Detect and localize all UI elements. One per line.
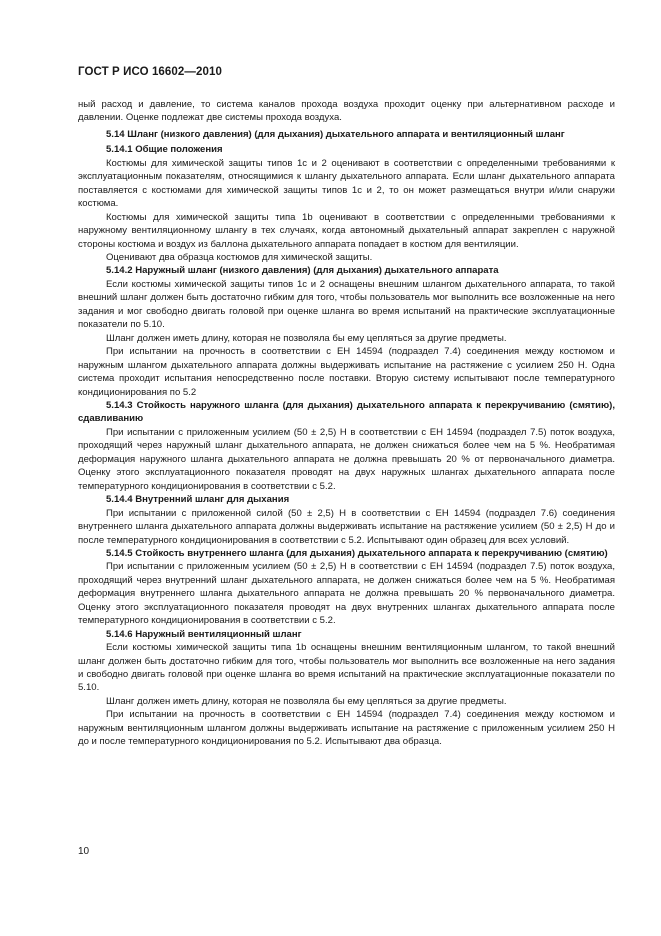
paragraph: Если костюмы химической защиты типов 1с и 2 оснащены внешним шлангом дыхательного аппарата, то такой внешний шланг должен быть достаточно гибким для того, чтобы пользователь мог выполнить все возложенные на него задания и мог свободно двигать головой при оценке шланга во время испытаний на практические эксплуатационные показатели по 5.10. bbox=[78, 278, 615, 331]
page-number: 10 bbox=[78, 846, 90, 857]
subsection-heading: 5.14.6 Наружный вентиляционный шланг bbox=[106, 628, 302, 640]
paragraph: При испытании на прочность в соответствии с ЕН 14594 (подраздел 7.4) соединения между костюмом и наружным шлангом дыхательного аппарата должны выдерживать испытание на растяжение с усилием 250 Н. Одна система проходит испытания непосредственно после поставки. Вторую систему испытывают после температурного кондиционирования по 5.2 bbox=[78, 346, 615, 398]
paragraph: Если костюмы химической защиты типа 1b оснащены внешним вентиляционным шлангом, то такой внешний шланг должен быть достаточно гибким для того, чтобы пользователь мог выполнить все возложенные на него задания и свободно двигать головой при оценке шланга во время испытаний на практические эксплуатационные показатели по 5.10. bbox=[78, 642, 615, 694]
subsection-heading: 5.14.4 Внутренний шланг для дыхания bbox=[106, 494, 290, 506]
page-header: ГОСТ Р ИСО 16602—2010 bbox=[78, 66, 223, 78]
document-body bbox=[78, 98, 615, 749]
subsection-heading: 5.14.1 Общие положения bbox=[106, 144, 223, 156]
paragraph: Костюмы для химической защиты типа 1b оценивают в соответствии с определенными требованиями к наружному вентиляционному шлангу в тех случаях, когда автономный дыхательный аппарат закреплен с наружной стороны костюма и воздух из баллона дыхательного аппарата попадает в костюм для вентиляции. bbox=[78, 211, 615, 250]
paragraph: При испытании с приложенным усилием (50 ± 2,5) Н в соответствии с ЕН 14594 (подраздел 7.5) поток воздуха, проходящий через внутренний шланг дыхательного аппарата, не должен снижаться более чем на 5 %. Необратимая деформация внутреннего шланга дыхательного аппарата не должна превышать 20 % первоначального диаметра. Оценку этого эксплуатационного показателя проводят на двух внутренних шлангах дыхательного аппарата после температурного кондиционирования в соответствии с 5.2. bbox=[78, 561, 615, 627]
paragraph: Оценивают два образца костюмов для химической защиты. bbox=[106, 251, 373, 263]
subsection-heading: 5.14.5 Стойкость внутреннего шланга (для дыхания) дыхательного аппарата к перекручиванию (смятию) bbox=[106, 547, 608, 559]
paragraph: Шланг должен иметь длину, которая не позволяла бы ему цепляться за другие предметы. bbox=[106, 332, 507, 344]
paragraph: При испытании на прочность в соответствии с ЕН 14594 (подраздел 7.4) соединения между костюмом и наружным вентиляционным шлангом должны выдерживать испытание на растяжение с приложенным усилием 250 Н до и после температурного кондиционирования по 5.2. Испытывают два образца. bbox=[78, 709, 615, 748]
paragraph: Костюмы для химической защиты типов 1с и 2 оценивают в соответствии с определенными требованиями к эксплуатационным показателям, относящимися к шлангу дыхательного аппарата. Если шланг дыхательного аппарата поставляется с костюмами для химической защиты типов 1с и 2, то он может размещаться внутри и/или снаружи костюма. bbox=[78, 157, 615, 210]
subsection-heading: 5.14.3 Стойкость наружного шланга (для дыхания) дыхательного аппарата к перекручиванию (смятию), сдавливанию bbox=[78, 399, 615, 425]
section-heading: 5.14 Шланг (низкого давления) (для дыхания) дыхательного аппарата и вентиляционный шланг bbox=[106, 128, 565, 140]
subsection-heading: 5.14.2 Наружный шланг (низкого давления) (для дыхания) дыхательного аппарата bbox=[106, 265, 499, 277]
paragraph: Шланг должен иметь длину, которая не позволяла бы ему цепляться за другие предметы. bbox=[106, 695, 507, 707]
paragraph: При испытании с приложенным усилием (50 ± 2,5) Н в соответствии с ЕН 14594 (подраздел 7.5) поток воздуха, проходящий через наружный шланг дыхательного аппарата, не должен снижаться более чем на 5 %. Необратимая деформация наружного шланга дыхательного аппарата не должна превышать 20 % от первоначального диаметра. Оценку этого эксплуатационного показателя проводят на двух наружных шлангах дыхательного аппарата после температурного кондиционирования в соответствии с 5.2. bbox=[78, 426, 615, 492]
paragraph: При испытании с приложенной силой (50 ± 2,5) Н в соответствии с ЕН 14594 (подраздел 7.6) соединения внутреннего шланга дыхательного аппарата должны выдерживать испытание на растяжение усилием (50 ± 2,5) Н до и после температурного кондиционирования в соответствии с 5.2. Испытывают один образец для всех условий. bbox=[78, 507, 615, 546]
paragraph: ный расход и давление, то система каналов прохода воздуха проходит оценку при альтернативном расходе и давлении. Оценке подлежат две системы прохода воздуха. bbox=[78, 99, 615, 124]
